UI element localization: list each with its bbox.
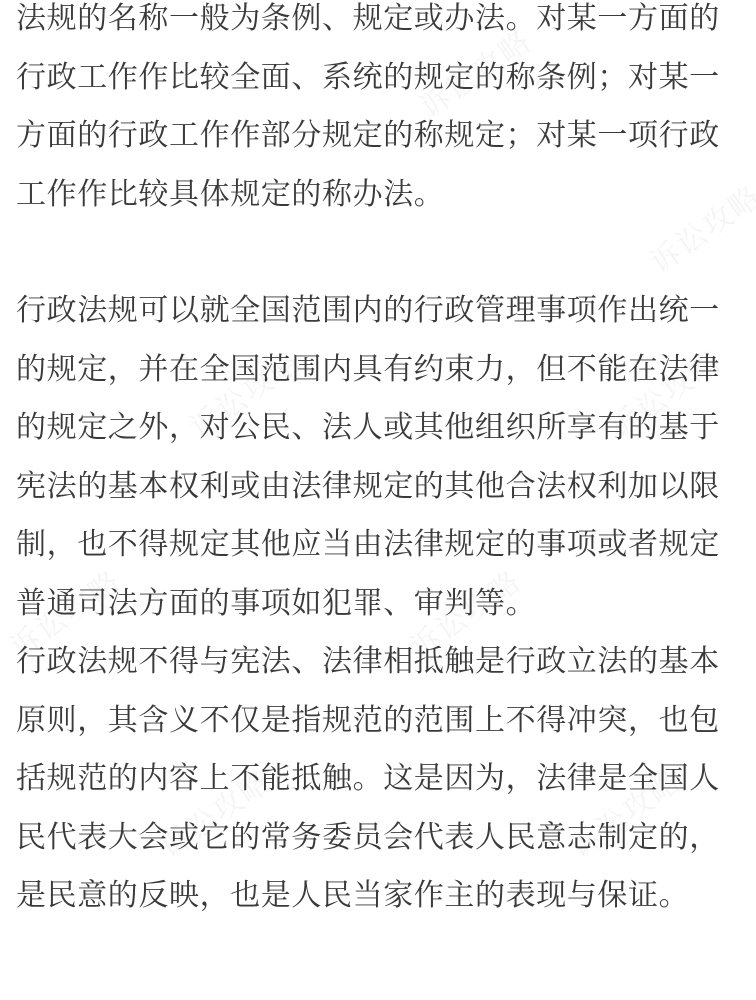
paragraph-spacer xyxy=(16,224,742,282)
paragraph-regulation-scope: 行政法规可以就全国范围内的行政管理事项作出统一的规定，并在全国范围内具有约束力，但不能在法律的规定之外，对公民、法人或其他组织所享有的基于宪法的基本权利或由法律规定的其他合法权利加以限制，也不得规定其他应当由法律规定的事项或者规定普通司法方面的事项如犯罪、审判等。 xyxy=(16,293,720,621)
paragraph-regulation-names: 法规的名称一般为条例、规定或办法。对某一方面的行政工作作比较全面、系统的规定的称条例；对某一方面的行政工作作部分规定的称规定；对某一项行政工作作比较具体规定的称办法。 xyxy=(16,1,720,212)
paragraph-constitutional-principle: 行政法规不得与宪法、法律相抵触是行政立法的基本原则，其含义不仅是指规范的范围上不得冲突，也包括规范的内容上不能抵触。这是因为，法律是全国人民代表大会或它的常务委员会代表人民意志制定的，是民意的反映，也是人民当家作主的表现与保证。 xyxy=(16,644,720,913)
